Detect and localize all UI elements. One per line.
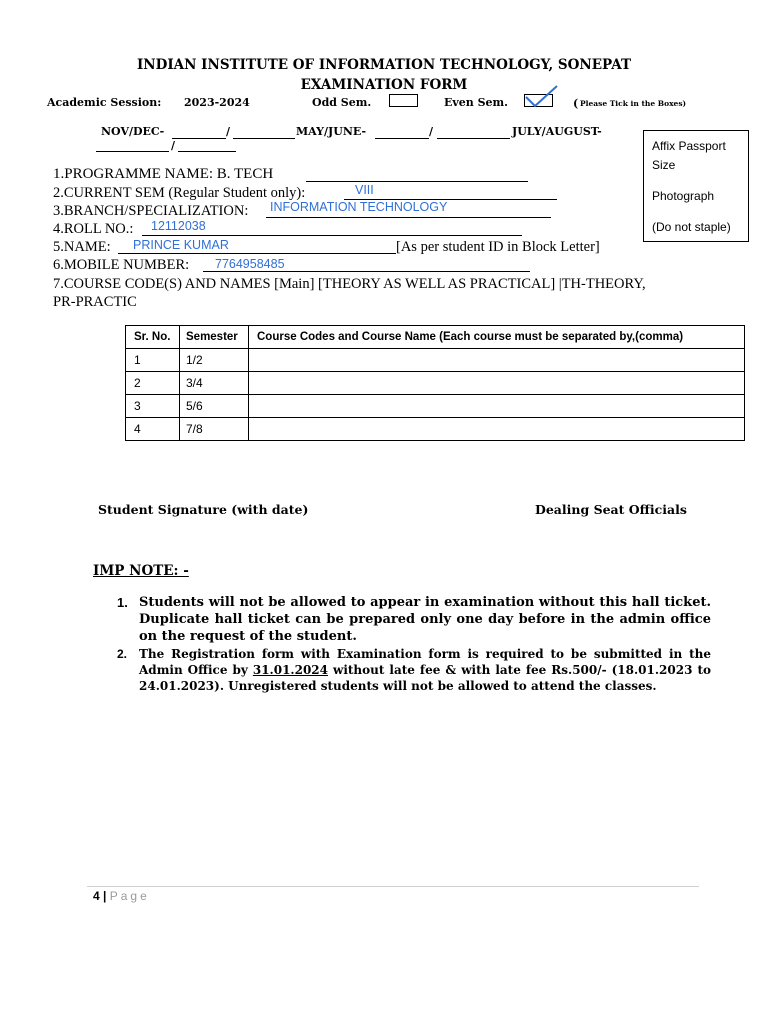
table-row [126,349,745,372]
may-june-blank-1[interactable] [375,138,429,139]
programme-field[interactable] [306,181,528,182]
student-signature-label: Student Signature (with date) [98,502,309,517]
branch-label: 3.BRANCH/SPECIALIZATION: [53,203,249,219]
courses-cell[interactable] [249,395,745,418]
programme-label: 1.PROGRAMME NAME: B. TECH [53,166,274,182]
note-number: 1. [117,595,128,610]
photo-box-line: Photograph [652,189,715,203]
page-number: 4 [93,889,100,903]
courses-cell[interactable] [249,418,745,441]
even-sem-label: Even Sem. [444,96,509,109]
nov-dec-label: NOV/DEC- [101,125,165,138]
semester-cell: 3/4 [180,372,249,395]
header-sr-no: Sr. No. [126,326,180,349]
branch-value: INFORMATION TECHNOLOGY [270,200,448,214]
may-june-slash: / [429,125,434,138]
course-codes-label: 7.COURSE CODE(S) AND NAMES [Main] [THEORY AS WELL AS PRACTICAL] |TH-THEORY, [53,276,646,292]
tick-note-paren: ( [573,97,579,110]
institute-name: INDIAN INSTITUTE OF INFORMATION TECHNOLOGY, SONEPAT [136,57,631,73]
mobile-field[interactable] [203,271,530,272]
may-june-blank-2[interactable] [437,138,510,139]
roll-no-label: 4.ROLL NO.: [53,221,134,237]
semester-cell: 5/6 [180,395,249,418]
july-aug-slash: / [171,139,176,152]
footer-divider [87,886,699,887]
table-row [126,395,745,418]
sr-no-cell: 3 [126,395,180,418]
roll-no-value: 12112038 [151,219,206,233]
page-label: Page [109,889,150,903]
note-text: without late fee & with late fee Rs.500/- (18.01.2023 to 24.01.2023). Unregistered students will not be allowed to attend the classes. [139,663,711,693]
sr-no-cell: 4 [126,418,180,441]
name-suffix: [As per student ID in Block Letter] [396,239,600,255]
dealing-seat-label: Dealing Seat Officials [535,502,687,517]
photo-box-line: Size [652,158,676,172]
branch-field[interactable] [266,217,551,218]
courses-cell[interactable] [249,349,745,372]
form-title: EXAMINATION FORM [300,77,468,93]
name-value: PRINCE KUMAR [133,238,229,252]
mobile-value: 7764958485 [215,257,285,271]
header-course-codes: Course Codes and Course Name (Each course must be separated by,(comma) [249,326,745,349]
note-text: Students will not be allowed to appear in examination without this hall ticket. Duplicate hall ticket can be prepared only one day before in the admin office on the request of the student. [139,595,711,644]
nov-dec-blank-2[interactable] [233,138,295,139]
mobile-label: 6.MOBILE NUMBER: [53,257,190,273]
nov-dec-blank-1[interactable] [172,138,226,139]
photo-box-line: Affix Passport [652,139,726,153]
note-number: 2. [117,647,128,661]
odd-sem-checkbox[interactable] [389,94,418,107]
header-semester: Semester [180,326,249,349]
odd-sem-label: Odd Sem. [312,96,372,109]
imp-note-title: IMP NOTE: - [93,563,189,579]
current-sem-label: 2.CURRENT SEM (Regular Student only): [53,185,306,201]
july-aug-blank-1[interactable] [96,151,169,152]
photo-box-line: (Do not staple) [652,220,731,234]
semester-cell: 7/8 [180,418,249,441]
session-value: 2023-2024 [184,96,250,109]
tick-note: Please Tick in the Boxes) [580,99,687,108]
note-item [117,646,711,694]
july-aug-blank-2[interactable] [178,151,236,152]
july-aug-label: JULY/AUGUST- [512,125,602,138]
course-codes-label-cont: PR-PRACTIC [53,294,137,310]
table-row [126,372,745,395]
note-text: The Registration form with Examination form is required to be submitted in the Admin Office by [139,647,711,677]
passport-photo-box [643,130,749,242]
may-june-label: MAY/JUNE- [296,125,367,138]
roll-no-field[interactable] [142,235,522,236]
note-item [117,594,711,645]
page-footer [93,889,150,903]
registration-deadline: 31.01.2024 [252,663,328,677]
courses-cell[interactable] [249,372,745,395]
notes-list [117,594,711,695]
current-sem-value: VIII [355,183,374,197]
checkmark-icon [522,84,560,110]
name-label: 5.NAME: [53,239,111,255]
name-field[interactable] [118,253,396,254]
course-table [125,325,745,441]
session-label: Academic Session: [47,96,162,109]
table-header-row [126,326,745,349]
semester-cell: 1/2 [180,349,249,372]
nov-dec-slash: / [226,125,231,138]
sr-no-cell: 2 [126,372,180,395]
table-row [126,418,745,441]
footer-separator: | [99,889,110,903]
sr-no-cell: 1 [126,349,180,372]
